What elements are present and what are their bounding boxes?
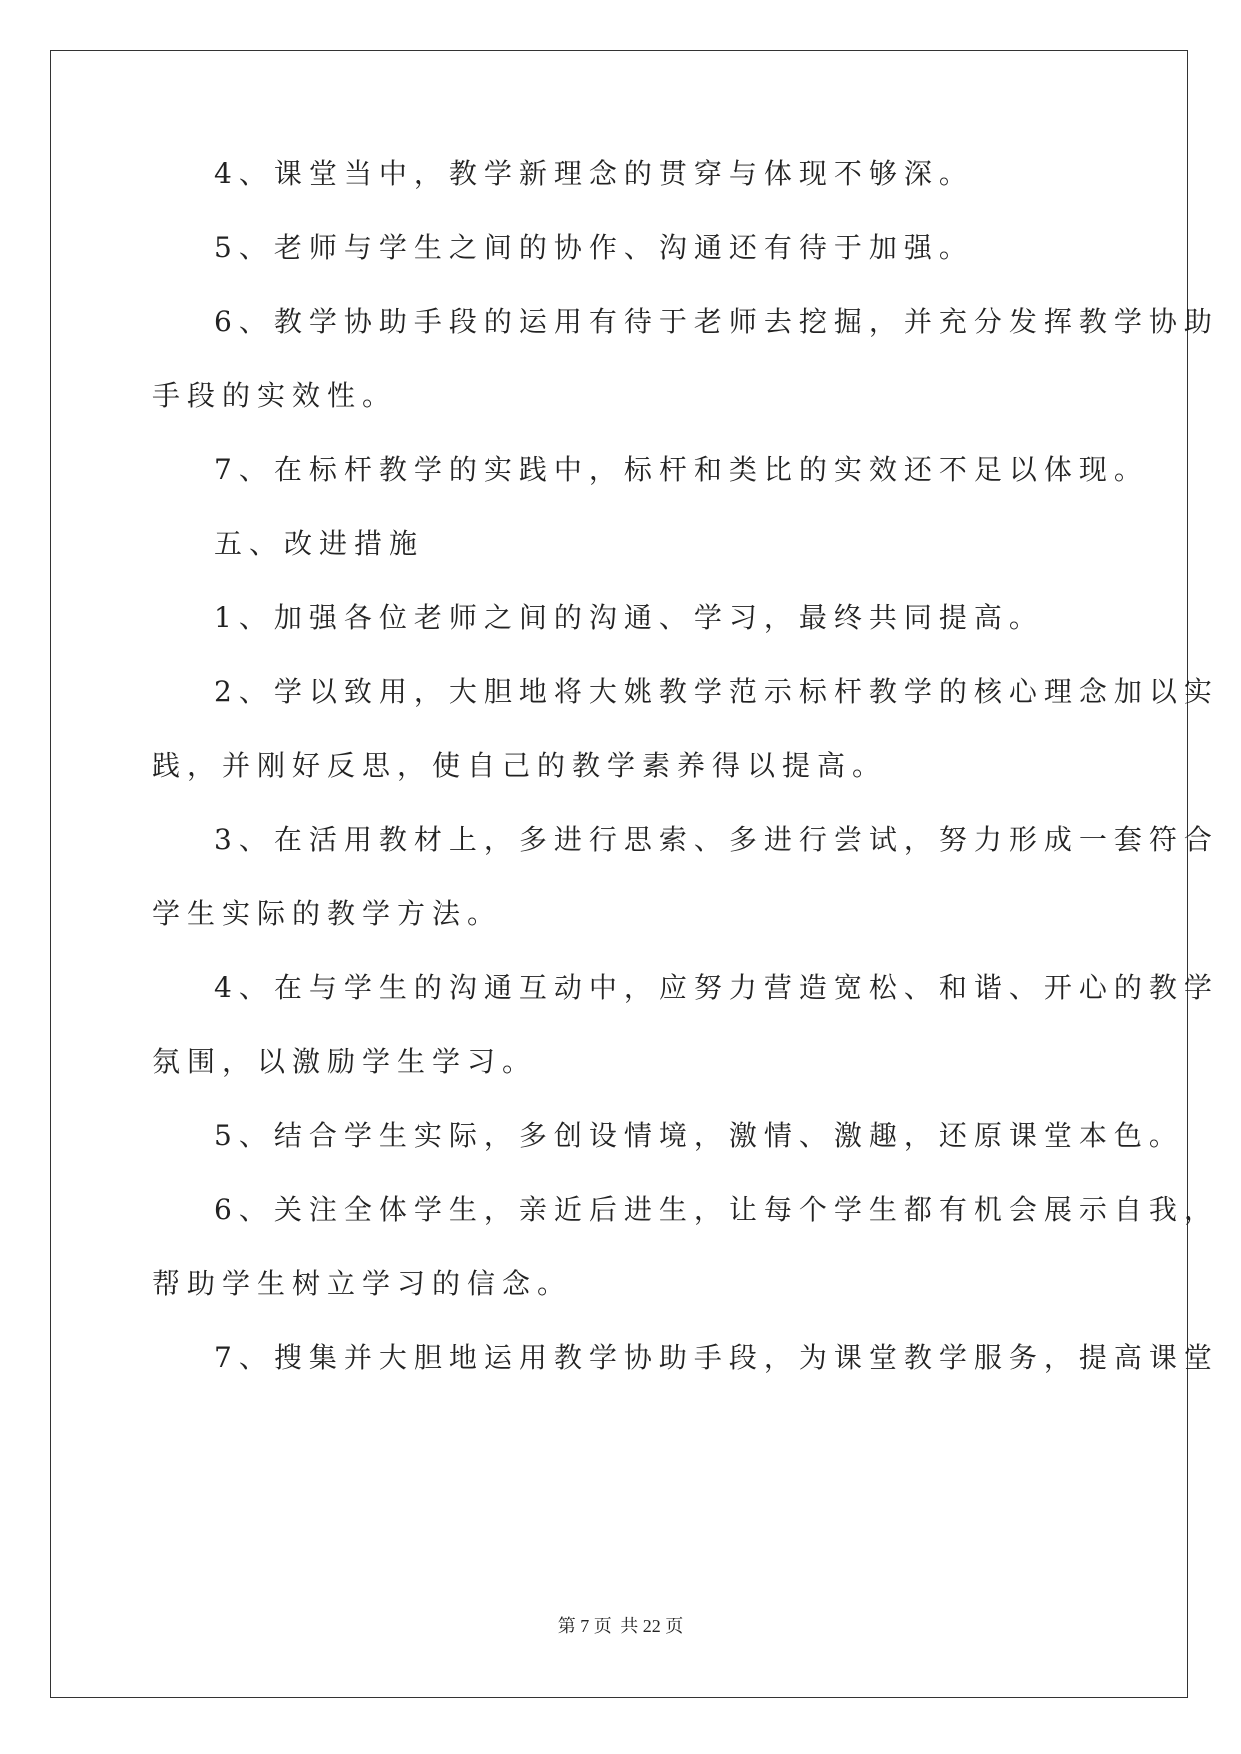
text-line: 氛围，以激励学生学习。	[152, 1045, 538, 1078]
text-line: 1、加强各位老师之间的沟通、学习，最终共同提高。	[214, 601, 1044, 634]
text-line: 4、课堂当中，教学新理念的贯穿与体现不够深。	[214, 157, 974, 190]
text-line: 3、在活用教材上，多进行思索、多进行尝试，努力形成一套符合	[214, 823, 1219, 856]
text-line: 践，并刚好反思，使自己的教学素养得以提高。	[152, 749, 888, 782]
text-line: 7、在标杆教学的实践中，标杆和类比的实效还不足以体现。	[214, 453, 1149, 486]
text-line: 7、搜集并大胆地运用教学协助手段，为课堂教学服务，提高课堂	[214, 1341, 1219, 1374]
text-line: 5、老师与学生之间的协作、沟通还有待于加强。	[214, 231, 974, 264]
total-pages-indicator: 共 22 页	[620, 1616, 684, 1636]
current-page-indicator: 第 7 页	[557, 1616, 612, 1636]
page-footer	[0, 1612, 1241, 1638]
text-line: 6、关注全体学生，亲近后进生，让每个学生都有机会展示自我，	[214, 1193, 1219, 1226]
text-line: 4、在与学生的沟通互动中，应努力营造宽松、和谐、开心的教学	[214, 971, 1219, 1004]
text-line: 帮助学生树立学习的信念。	[152, 1267, 573, 1300]
text-line: 2、学以致用，大胆地将大姚教学范示标杆教学的核心理念加以实	[214, 675, 1219, 708]
text-line: 学生实际的教学方法。	[152, 897, 503, 930]
text-line: 手段的实效性。	[152, 379, 398, 412]
text-line: 6、教学协助手段的运用有待于老师去挖掘，并充分发挥教学协助	[214, 305, 1219, 338]
text-line: 五、改进措施	[214, 527, 425, 560]
page-border	[50, 50, 1219, 1698]
text-line: 5、结合学生实际，多创设情境，激情、激趣，还原课堂本色。	[214, 1119, 1184, 1152]
